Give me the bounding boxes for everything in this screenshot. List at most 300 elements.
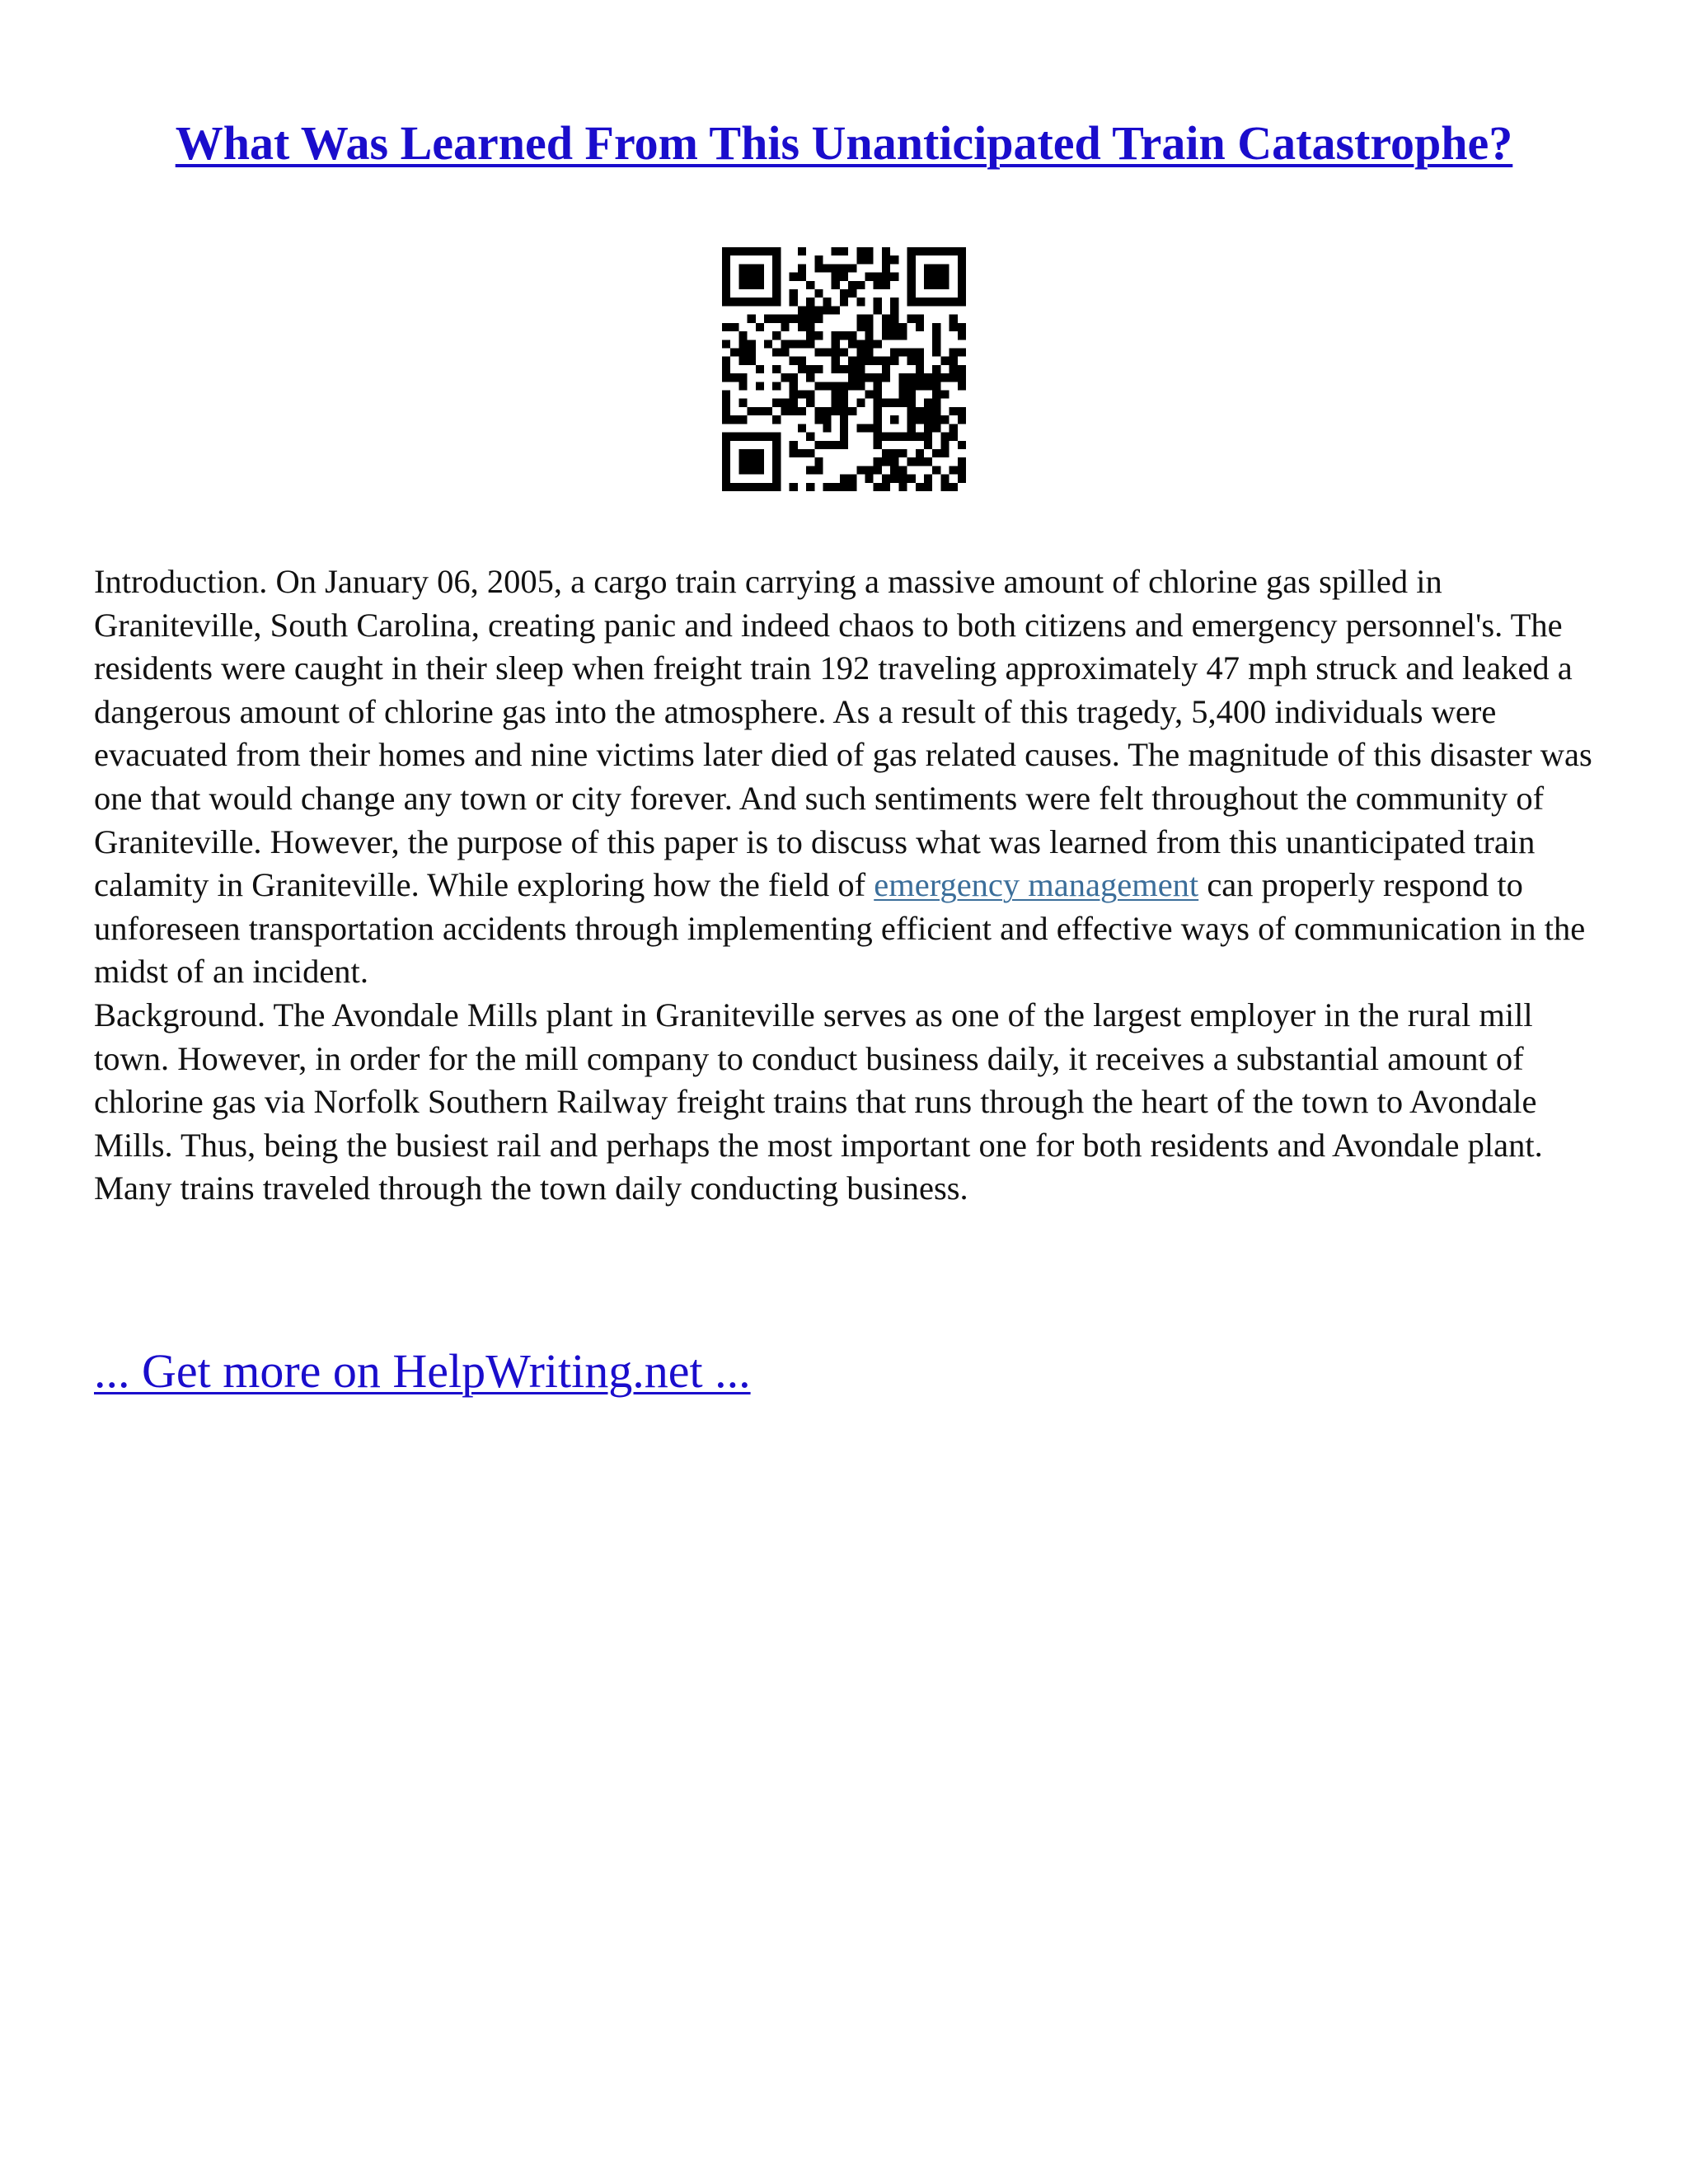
qr-module: [781, 407, 789, 415]
qr-module: [840, 365, 848, 373]
qr-module: [907, 399, 916, 407]
qr-module: [882, 323, 890, 331]
qr-module: [856, 247, 865, 255]
qr-module: [814, 264, 823, 272]
qr-module: [806, 433, 814, 441]
qr-module: [722, 255, 730, 264]
qr-module: [722, 264, 730, 272]
qr-module: [764, 298, 772, 306]
qr-module: [874, 407, 882, 415]
qr-module: [798, 424, 806, 432]
qr-module: [916, 382, 924, 390]
qr-module: [874, 399, 882, 407]
qr-module: [856, 424, 865, 432]
qr-module: [916, 449, 924, 457]
qr-module: [874, 340, 882, 348]
qr-module: [840, 424, 848, 432]
qr-module: [916, 323, 924, 331]
qr-module: [848, 373, 856, 382]
qr-module: [814, 382, 823, 390]
qr-module: [790, 407, 798, 415]
qr-module: [738, 264, 747, 272]
qr-module: [722, 433, 730, 441]
qr-module: [756, 433, 764, 441]
qr-module: [924, 382, 932, 390]
qr-module: [730, 348, 738, 356]
qr-module: [898, 382, 907, 390]
qr-module: [730, 323, 738, 331]
qr-module: [722, 466, 730, 474]
qr-module: [790, 441, 798, 449]
qr-module: [907, 475, 916, 483]
qr-module: [874, 441, 882, 449]
qr-module: [940, 247, 949, 255]
qr-module: [958, 281, 966, 289]
article-body: [94, 560, 1602, 1211]
qr-module: [823, 483, 831, 491]
qr-module: [814, 457, 823, 466]
qr-module: [907, 281, 916, 289]
qr-module: [924, 281, 932, 289]
qr-module: [924, 441, 932, 449]
qr-module: [932, 373, 940, 382]
qr-module: [798, 407, 806, 415]
qr-module: [756, 247, 764, 255]
qr-module: [932, 424, 940, 432]
qr-module: [764, 247, 772, 255]
qr-module: [856, 382, 865, 390]
qr-module: [848, 357, 856, 365]
qr-module: [790, 289, 798, 298]
qr-module: [806, 449, 814, 457]
qr-module: [865, 348, 874, 356]
qr-module: [865, 357, 874, 365]
qr-module: [840, 348, 848, 356]
qr-module: [940, 483, 949, 491]
qr-module: [932, 391, 940, 399]
qr-module: [924, 373, 932, 382]
qr-module: [798, 449, 806, 457]
qr-module: [738, 457, 747, 466]
qr-module: [932, 273, 940, 281]
qr-module: [756, 281, 764, 289]
qr-module: [772, 382, 781, 390]
qr-module: [890, 449, 898, 457]
qr-module: [932, 466, 940, 474]
qr-module: [848, 340, 856, 348]
qr-module: [958, 475, 966, 483]
qr-module: [738, 298, 747, 306]
qr-module: [874, 466, 882, 474]
qr-module: [865, 391, 874, 399]
qr-module: [756, 449, 764, 457]
title-container: [0, 115, 1688, 171]
qr-module: [932, 365, 940, 373]
qr-module: [950, 407, 958, 415]
qr-module: [722, 407, 730, 415]
qr-module: [738, 382, 747, 390]
qr-module: [882, 247, 890, 255]
qr-module: [932, 407, 940, 415]
qr-module: [916, 298, 924, 306]
qr-module: [738, 247, 747, 255]
qr-module: [890, 298, 898, 306]
qr-module: [814, 415, 823, 424]
qr-module: [924, 457, 932, 466]
qr-module: [907, 348, 916, 356]
qr-module: [823, 407, 831, 415]
qr-module: [748, 298, 756, 306]
qr-module: [798, 306, 806, 314]
qr-module: [874, 281, 882, 289]
qr-module: [924, 298, 932, 306]
qr-module: [882, 449, 890, 457]
qr-module: [832, 382, 840, 390]
qr-module: [856, 255, 865, 264]
qr-module: [848, 264, 856, 272]
qr-module: [806, 331, 814, 340]
qr-module: [832, 264, 840, 272]
qr-module: [848, 365, 856, 373]
qr-module: [798, 365, 806, 373]
qr-module: [798, 264, 806, 272]
qr-module: [924, 483, 932, 491]
qr-module: [950, 315, 958, 323]
qr-module: [806, 281, 814, 289]
qr-module: [764, 483, 772, 491]
qr-module: [865, 315, 874, 323]
qr-module: [940, 264, 949, 272]
qr-module: [890, 357, 898, 365]
qr-module: [848, 483, 856, 491]
qr-module: [748, 273, 756, 281]
qr-module: [958, 407, 966, 415]
qr-module: [772, 315, 781, 323]
qr-module: [790, 315, 798, 323]
qr-module: [924, 475, 932, 483]
qr-module: [772, 457, 781, 466]
qr-module: [738, 415, 747, 424]
qr-module: [940, 298, 949, 306]
qr-module: [832, 340, 840, 348]
qr-module: [832, 306, 840, 314]
qr-module: [748, 348, 756, 356]
qr-module: [840, 391, 848, 399]
qr-module: [874, 424, 882, 432]
qr-module: [748, 264, 756, 272]
qr-module: [722, 415, 730, 424]
qr-module: [924, 407, 932, 415]
qr-module: [790, 340, 798, 348]
qr-module: [832, 407, 840, 415]
qr-module: [806, 373, 814, 382]
qr-module: [823, 264, 831, 272]
qr-module: [882, 281, 890, 289]
qr-module: [950, 298, 958, 306]
qr-module: [958, 331, 966, 340]
qr-module: [722, 475, 730, 483]
qr-module: [832, 331, 840, 340]
qr-module: [916, 373, 924, 382]
qr-module: [806, 323, 814, 331]
qr-module: [958, 457, 966, 466]
qr-module: [730, 483, 738, 491]
qr-module: [832, 441, 840, 449]
qr-module: [856, 298, 865, 306]
qr-module: [916, 315, 924, 323]
qr-module: [874, 273, 882, 281]
more-link-container: [94, 1343, 751, 1399]
qr-module: [748, 433, 756, 441]
qr-module: [856, 315, 865, 323]
qr-module: [932, 340, 940, 348]
qr-module: [738, 340, 747, 348]
qr-module: [748, 315, 756, 323]
intro-text-after: can properly respond to unforeseen transportation accidents through implementing efficient and effective ways of communication in the midst of an incident.: [94, 866, 1586, 991]
intro-text-before: Introduction. On January 06, 2005, a cargo train carrying a massive amount of chlorine gas spilled in Graniteville, South Carolina, creating panic and indeed chaos to both citizens and emergency personnel's. The residents were caught in their sleep when freight train 192 traveling approximately 47 mph struck and leaked a dangerous amount of chlorine gas into the atmosphere. As a result of this tragedy, 5,400 individuals were evacuated from their homes and nine victims later died of gas related causes. The magnitude of this disaster was one that would change any town or city forever. And such sentiments were felt throughout the community of Graniteville. However, the purpose of this paper is to discuss what was learned from this unanticipated train calamity in Graniteville. While exploring how the field of: [94, 563, 1592, 904]
qr-module: [722, 247, 730, 255]
qr-module: [781, 399, 789, 407]
qr-module: [748, 281, 756, 289]
qr-module: [832, 348, 840, 356]
qr-module: [940, 373, 949, 382]
qr-module: [856, 399, 865, 407]
qr-module: [722, 273, 730, 281]
qr-module: [814, 441, 823, 449]
qr-module: [756, 483, 764, 491]
qr-module: [772, 399, 781, 407]
qr-module: [882, 433, 890, 441]
page-title-link[interactable]: What Was Learned From This Unanticipated Train Catastrophe?: [175, 116, 1513, 170]
qr-module: [907, 315, 916, 323]
qr-module: [882, 331, 890, 340]
qr-module: [898, 433, 907, 441]
qr-module: [940, 273, 949, 281]
qr-module: [823, 298, 831, 306]
qr-module: [865, 340, 874, 348]
qr-module: [932, 247, 940, 255]
qr-module: [907, 298, 916, 306]
qr-module: [772, 449, 781, 457]
qr-module: [772, 298, 781, 306]
qr-module: [848, 407, 856, 415]
qr-module: [840, 264, 848, 272]
get-more-link[interactable]: ... Get more on HelpWriting.net ...: [94, 1344, 751, 1398]
qr-module: [940, 391, 949, 399]
qr-module: [916, 247, 924, 255]
qr-module: [772, 273, 781, 281]
qr-module: [907, 415, 916, 424]
qr-module: [772, 483, 781, 491]
qr-module: [856, 323, 865, 331]
qr-module: [865, 373, 874, 382]
qr-module: [781, 323, 789, 331]
qr-module: [806, 298, 814, 306]
qr-module: [907, 382, 916, 390]
qr-module: [772, 348, 781, 356]
qr-module: [950, 424, 958, 432]
qr-module: [932, 382, 940, 390]
qr-module: [772, 331, 781, 340]
qr-module: [874, 306, 882, 314]
qr-module: [790, 449, 798, 457]
qr-module: [798, 340, 806, 348]
qr-module: [898, 475, 907, 483]
qr-module: [958, 255, 966, 264]
qr-module: [722, 399, 730, 407]
qr-module: [756, 323, 764, 331]
qr-module: [840, 331, 848, 340]
qr-module: [940, 357, 949, 365]
qr-module: [748, 483, 756, 491]
qr-module: [738, 399, 747, 407]
qr-module: [790, 357, 798, 365]
qr-module: [865, 273, 874, 281]
qr-module: [882, 273, 890, 281]
qr-module: [865, 247, 874, 255]
qr-module: [865, 424, 874, 432]
qr-module: [874, 382, 882, 390]
qr-module: [806, 365, 814, 373]
qr-module: [865, 331, 874, 340]
qr-module: [840, 407, 848, 415]
qr-module: [907, 357, 916, 365]
qr-module: [738, 466, 747, 474]
qr-module: [840, 433, 848, 441]
qr-module: [932, 449, 940, 457]
qr-module: [907, 273, 916, 281]
qr-module: [814, 315, 823, 323]
qr-module: [958, 348, 966, 356]
qr-module: [832, 357, 840, 365]
qr-module: [722, 298, 730, 306]
qr-module: [790, 298, 798, 306]
qr-module: [730, 415, 738, 424]
qr-module: [882, 255, 890, 264]
emergency-management-link[interactable]: emergency management: [874, 866, 1199, 904]
qr-module: [924, 399, 932, 407]
qr-module: [865, 323, 874, 331]
qr-module: [806, 399, 814, 407]
qr-module: [772, 475, 781, 483]
qr-module: [958, 382, 966, 390]
qr-code-icon: [722, 247, 966, 491]
qr-module: [907, 457, 916, 466]
qr-module: [756, 273, 764, 281]
qr-module: [916, 415, 924, 424]
qr-module: [756, 264, 764, 272]
qr-module: [832, 391, 840, 399]
qr-module: [882, 315, 890, 323]
qr-module: [840, 441, 848, 449]
qr-module: [932, 323, 940, 331]
qr-module: [932, 399, 940, 407]
qr-module: [958, 264, 966, 272]
qr-module: [916, 348, 924, 356]
qr-module: [950, 247, 958, 255]
qr-module: [907, 373, 916, 382]
qr-module: [907, 433, 916, 441]
qr-module: [882, 264, 890, 272]
qr-module: [932, 348, 940, 356]
qr-module: [898, 391, 907, 399]
qr-module: [772, 255, 781, 264]
qr-module: [907, 407, 916, 415]
qr-module: [772, 365, 781, 373]
qr-module: [756, 382, 764, 390]
qr-module: [832, 483, 840, 491]
qr-module: [840, 415, 848, 424]
qr-module: [722, 457, 730, 466]
qr-module: [832, 247, 840, 255]
qr-module: [907, 247, 916, 255]
qr-module: [814, 255, 823, 264]
qr-module: [806, 315, 814, 323]
qr-module: [916, 483, 924, 491]
qr-module: [772, 433, 781, 441]
qr-module: [958, 365, 966, 373]
qr-module: [781, 315, 789, 323]
qr-module: [907, 391, 916, 399]
qr-module: [798, 391, 806, 399]
qr-module: [722, 449, 730, 457]
qr-module: [806, 483, 814, 491]
qr-module: [806, 391, 814, 399]
qr-module: [790, 273, 798, 281]
qr-module: [890, 323, 898, 331]
qr-module: [924, 415, 932, 424]
qr-module: [848, 281, 856, 289]
qr-module: [890, 457, 898, 466]
qr-module: [772, 415, 781, 424]
qr-module: [874, 373, 882, 382]
qr-module: [932, 264, 940, 272]
qr-module: [932, 415, 940, 424]
qr-module: [874, 415, 882, 424]
qr-module: [738, 449, 747, 457]
qr-module: [958, 289, 966, 298]
qr-module: [748, 407, 756, 415]
qr-module: [814, 466, 823, 474]
qr-module: [840, 247, 848, 255]
qr-module: [940, 441, 949, 449]
qr-module: [772, 264, 781, 272]
qr-module: [748, 340, 756, 348]
qr-module: [738, 373, 747, 382]
qr-module: [865, 475, 874, 483]
qr-module: [856, 281, 865, 289]
qr-module: [882, 399, 890, 407]
qr-module: [882, 457, 890, 466]
qr-module: [798, 357, 806, 365]
qr-module: [781, 340, 789, 348]
qr-module: [722, 357, 730, 365]
qr-module: [940, 449, 949, 457]
qr-module: [890, 306, 898, 314]
qr-module: [865, 255, 874, 264]
qr-module: [924, 424, 932, 432]
qr-module: [898, 399, 907, 407]
qr-module: [916, 407, 924, 415]
qr-module: [772, 281, 781, 289]
qr-module: [814, 407, 823, 415]
qr-module: [874, 457, 882, 466]
qr-module: [772, 466, 781, 474]
qr-module: [916, 457, 924, 466]
qr-module: [890, 255, 898, 264]
qr-module: [848, 289, 856, 298]
qr-module: [840, 298, 848, 306]
